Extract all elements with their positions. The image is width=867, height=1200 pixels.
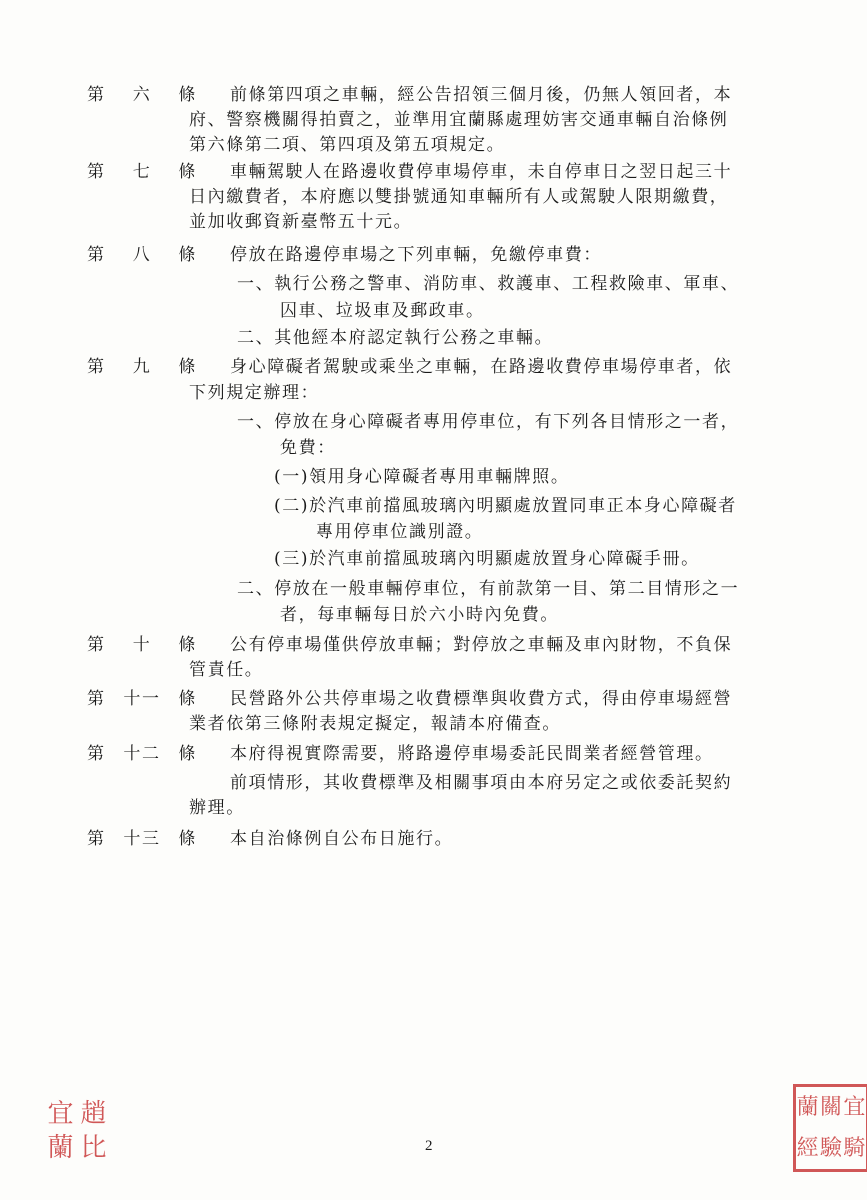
article-line: 專用停車位識別證。	[316, 522, 484, 542]
article-line: 二、停放在一般車輛停車位，有前款第一目、第二目情形之一	[237, 579, 740, 599]
article-line: 民營路外公共停車場之收費標準與收費方式，得由停車場經營	[230, 689, 733, 709]
article-line: (二)於汽車前擋風玻璃內明顯處放置同車正本身心障礙者	[274, 496, 737, 516]
article-label: 第 六 條	[87, 85, 197, 105]
article-label: 第 十二 條	[87, 744, 197, 764]
article-line: 府、警察機關得拍賣之，並準用宜蘭縣處理妨害交通車輛自治條例	[189, 110, 729, 130]
article-line: 公有停車場僅供停放車輛；對停放之車輛及車內財物，不負保	[230, 635, 733, 655]
article-line: 囚車、垃圾車及郵政車。	[280, 301, 485, 321]
article-line: 下列規定辦理：	[189, 383, 320, 403]
article-line: 者，每車輛每日於六小時內免費。	[280, 605, 559, 625]
article-line: 第六條第二項、第四項及第五項規定。	[189, 135, 506, 155]
article-line: 前條第四項之車輛，經公告招領三個月後，仍無人領回者，本	[230, 85, 733, 105]
article-line: 身心障礙者駕駛或乘坐之車輛，在路邊收費停車場停車者，依	[230, 357, 733, 377]
article-label: 第 七 條	[87, 162, 197, 182]
article-line: 免費：	[280, 438, 336, 458]
article-line: 業者依第三條附表規定擬定，報請本府備查。	[189, 714, 561, 734]
article-line: 本自治條例自公布日施行。	[230, 829, 454, 849]
article-line: (三)於汽車前擋風玻璃內明顯處放置身心障礙手冊。	[274, 549, 700, 569]
article-line: (一)領用身心障礙者專用車輛牌照。	[274, 467, 570, 487]
article-line: 一、停放在身心障礙者專用停車位，有下列各目情形之一者，	[237, 412, 740, 432]
article-line: 二、其他經本府認定執行公務之車輛。	[237, 328, 554, 348]
article-label: 第 十三 條	[87, 829, 197, 849]
page-number: 2	[425, 1138, 433, 1154]
article-line: 本府得視實際需要，將路邊停車場委託民間業者經營管理。	[230, 744, 714, 764]
article-line: 日內繳費者，本府應以雙掛號通知車輛所有人或駕駛人限期繳費，	[189, 187, 729, 207]
article-label: 第 九 條	[87, 357, 197, 377]
article-line: 一、執行公務之警車、消防車、救護車、工程救險車、軍車、	[237, 274, 740, 294]
article-line: 車輛駕駛人在路邊收費停車場停車，未自停車日之翌日起三十	[230, 162, 733, 182]
official-seal-right: 蘭 關 宜 經 驗 騎	[793, 1084, 867, 1172]
article-line: 停放在路邊停車場之下列車輛，免繳停車費：	[230, 245, 602, 265]
article-label: 第 八 條	[87, 245, 197, 265]
official-seal-left: 宜 趙 蘭 比	[47, 1099, 107, 1163]
article-line: 並加收郵資新臺幣五十元。	[189, 212, 413, 232]
article-label: 第 十 條	[87, 635, 197, 655]
article-label: 第 十一 條	[87, 689, 197, 709]
article-line: 前項情形，其收費標準及相關事項由本府另定之或依委託契約	[230, 773, 733, 793]
article-line: 管責任。	[189, 660, 264, 680]
article-line: 辦理。	[189, 798, 245, 818]
